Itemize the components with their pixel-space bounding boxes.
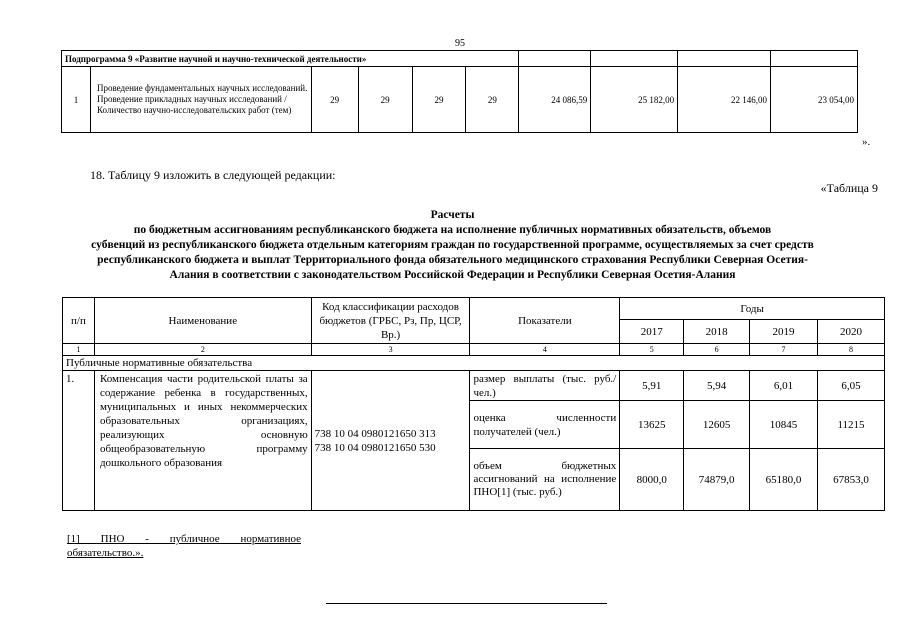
column-number: 5 <box>620 344 684 356</box>
value-cell: 13625 <box>620 401 684 449</box>
title-line: Алания в соответствии с законодательством Российской Федерации и Республики Северная Осетия-Алания <box>169 269 736 281</box>
value-cell: 74879,0 <box>684 449 750 511</box>
document-title <box>40 208 865 283</box>
value-cell: 23 054,00 <box>771 67 858 133</box>
indicator-label: объем бюджетных ассигнований на исполнение ПНО[1] (тыс. руб.) <box>470 449 620 511</box>
indicator-label: оценка численности получателей (чел.) <box>470 401 620 449</box>
year-header: 2019 <box>750 320 818 344</box>
indicator-label: размер выплаты (тыс. руб./чел.) <box>470 371 620 401</box>
empty-cell <box>591 51 678 67</box>
top-table <box>61 50 858 133</box>
code-line: 738 10 04 0980121650 313 <box>314 427 436 440</box>
value-cell: 5,94 <box>684 371 750 401</box>
table-label: «Таблица 9 <box>820 181 878 195</box>
empty-cell <box>519 51 591 67</box>
header-indicators: Показатели <box>470 298 620 344</box>
column-number: 2 <box>94 344 311 356</box>
value-cell: 6,05 <box>818 371 885 401</box>
value-cell: 25 182,00 <box>591 67 678 133</box>
empty-cell <box>771 51 858 67</box>
title-line: Расчеты <box>430 209 475 221</box>
header-num: п/п <box>63 298 95 344</box>
section-row: Публичные нормативные обязательства <box>63 356 885 371</box>
main-table <box>62 297 885 511</box>
column-number: 1 <box>63 344 95 356</box>
code-line: 738 10 04 0980121650 530 <box>314 441 436 454</box>
value-cell: 29 <box>358 67 412 133</box>
instruction-text: 18. Таблицу 9 изложить в следующей редакции: <box>90 168 336 182</box>
column-number: 4 <box>470 344 620 356</box>
value-cell: 10845 <box>750 401 818 449</box>
column-number: 8 <box>818 344 885 356</box>
subprogram-title: Подпрограмма 9 «Развитие научной и научно-технической деятельности» <box>62 51 519 67</box>
row-name: Компенсация части родительской платы за содержание ребенка в государственных, муниципальных и иных некоммерческих образовательных организациях, реализующих основную общеобразовательную программу дошкольного образования <box>94 371 311 511</box>
page-number: 95 <box>455 38 465 49</box>
header-years: Годы <box>620 298 885 320</box>
title-line: республиканского бюджета и выплат Территориального фонда обязательного медицинского страхования Республики Северная Осетия- <box>97 254 808 266</box>
header-name: Наименование <box>94 298 311 344</box>
closing-quote: ». <box>862 136 871 148</box>
value-cell: 11215 <box>818 401 885 449</box>
row-number: 1. <box>63 371 95 511</box>
value-cell: 29 <box>311 67 358 133</box>
value-cell: 6,01 <box>750 371 818 401</box>
value-cell: 65180,0 <box>750 449 818 511</box>
year-header: 2017 <box>620 320 684 344</box>
value-cell: 67853,0 <box>818 449 885 511</box>
row-name: Проведение фундаментальных научных исследований. Проведение прикладных научных исследований / Количество научно-исследовательских работ (тем) <box>90 67 311 133</box>
bottom-separator <box>326 603 607 604</box>
column-number: 7 <box>750 344 818 356</box>
value-cell: 29 <box>466 67 519 133</box>
column-number: 6 <box>684 344 750 356</box>
header-code: Код классификации расходов бюджетов (ГРБС, Рз, Пр, ЦСР, Вр.) <box>311 298 470 344</box>
footnote: [1] ПНО - публичное нормативное обязательство.». <box>67 533 301 559</box>
title-line: субвенций из республиканского бюджета отдельным категориям граждан по государственной программе, осуществляемых за счет средств <box>91 239 814 251</box>
value-cell: 8000,0 <box>620 449 684 511</box>
year-header: 2018 <box>684 320 750 344</box>
title-line: по бюджетным ассигнованиям республиканского бюджета на исполнение публичных нормативных обязательств, объемов <box>133 224 772 236</box>
column-number: 3 <box>311 344 470 356</box>
row-number: 1 <box>62 67 91 133</box>
row-code <box>311 371 470 511</box>
year-header: 2020 <box>818 320 885 344</box>
value-cell: 29 <box>412 67 466 133</box>
value-cell: 12605 <box>684 401 750 449</box>
value-cell: 5,91 <box>620 371 684 401</box>
value-cell: 24 086,59 <box>519 67 591 133</box>
empty-cell <box>678 51 771 67</box>
value-cell: 22 146,00 <box>678 67 771 133</box>
